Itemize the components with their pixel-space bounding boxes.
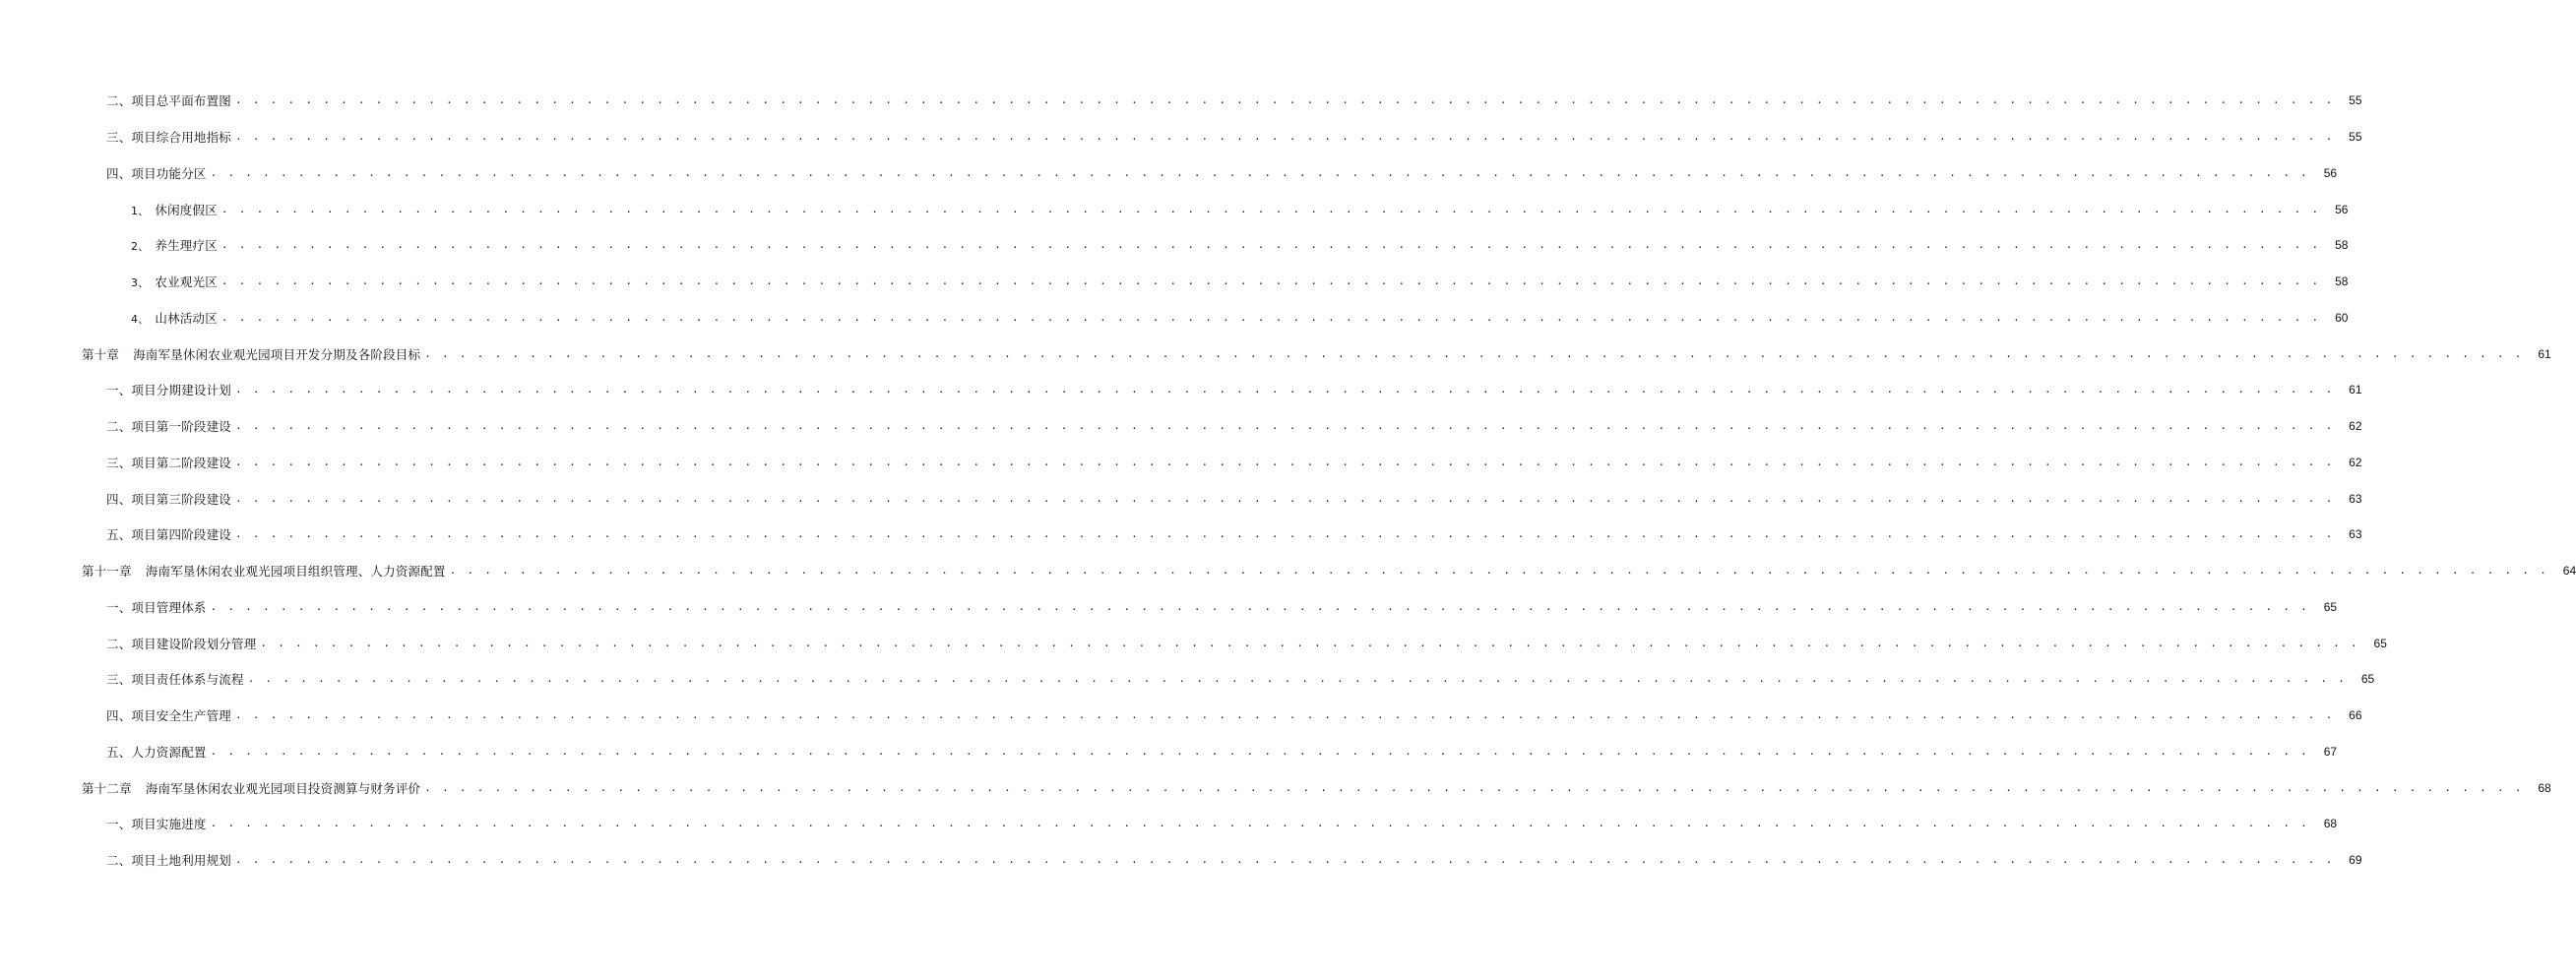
dot-leader: . . . . . . . . . . . . . . . . . . . . . . . . . . . . . . . . . . . . . . . . . . . . . . . . . . . . . . . . . . . . . . . . . . . . . . . . . . . . . . . . . . . . . . . . . . . . . . . . . . . . . . . . . . . . . . . . . . . . . . . .	[235, 853, 2335, 867]
dot-leader: . . . . . . . . . . . . . . . . . . . . . . . . . . . . . . . . . . . . . . . . . . . . . . . . . . . . . . . . . . . . . . . . . . . . . . . . . . . . . . . . . . . . . . . . . . . . . . . . . . . . . . . . . . . . . . . . . . . . . . . .	[235, 383, 2335, 397]
toc-entry-label	[106, 417, 231, 435]
toc-entry-title: 二、项目第一阶段建设	[106, 419, 232, 435]
chapter-number: 第十二章	[82, 780, 132, 796]
toc-entry-title: 二、项目总平面布置图	[106, 93, 232, 109]
toc-entry-label	[106, 525, 231, 543]
toc-entry-title: 五、项目第四阶段建设	[106, 527, 232, 543]
toc-entry-label	[106, 851, 231, 869]
toc-entry-title: 四、项目安全生产管理	[106, 708, 232, 724]
subsection-number: 1、	[131, 204, 150, 217]
toc-entry-label	[82, 779, 420, 797]
toc-entry-title: 海南军垦休闲农业观光园项目开发分期及各阶段目标	[133, 346, 421, 362]
toc-entry[interactable]	[0, 227, 2349, 264]
dot-leader: . . . . . . . . . . . . . . . . . . . . . . . . . . . . . . . . . . . . . . . . . . . . . . . . . . . . . . . . . . . . . . . . . . . . . . . . . . . . . . . . . . . . . . . . . . . . . . . . . . . . . . . . . . . . . . . . . . . . . . . .	[235, 455, 2335, 468]
chapter-number: 第十章	[82, 346, 120, 362]
toc-entry-title: 一、项目分期建设计划	[106, 383, 232, 398]
dot-leader: . . . . . . . . . . . . . . . . . . . . . . . . . . . . . . . . . . . . . . . . . . . . . . . . . . . . . . . . . . . . . . . . . . . . . . . . . . . . . . . . . . . . . . . . . . . . . . . . . . . . . . . . . . . . . . . . . . . . . . . .	[235, 419, 2335, 433]
toc-entry[interactable]	[0, 155, 2338, 192]
subsection-number: 4、	[131, 312, 150, 326]
toc-page-number: 62	[2349, 419, 2362, 434]
toc-entry[interactable]	[0, 806, 2338, 842]
toc-page-number: 61	[2349, 383, 2362, 397]
dot-leader: . . . . . . . . . . . . . . . . . . . . . . . . . . . . . . . . . . . . . . . . . . . . . . . . . . . . . . . . . . . . . . . . . . . . . . . . . . . . . . . . . . . . . . . . . . . . . . . . . . . . . . . . . . . . . . . . . . . . . . . .	[235, 130, 2335, 144]
toc-entry[interactable]	[0, 661, 2375, 698]
toc-entry[interactable]	[0, 698, 2362, 734]
dot-leader: . . . . . . . . . . . . . . . . . . . . . . . . . . . . . . . . . . . . . . . . . . . . . . . . . . . . . . . . . . . . . . . . . . . . . . . . . . . . . . . . . . . . . . . . . . . . . . . . . . . . . . . . . . . . . . . . . . . . . . . .	[247, 672, 2348, 686]
dot-leader: . . . . . . . . . . . . . . . . . . . . . . . . . . . . . . . . . . . . . . . . . . . . . . . . . . . . . . . . . . . . . . . . . . . . . . . . . . . . . . . . . . . . . . . . . . . . . . . . . . . . . . . . . . . . . . . . . . . . . . . .	[260, 636, 2359, 649]
toc-page-number: 65	[2323, 599, 2338, 614]
toc-entry-title: 三、项目第二阶段建设	[106, 455, 232, 470]
toc-page-number: 66	[2349, 708, 2362, 723]
table-of-contents	[0, 83, 2576, 879]
toc-entry-label	[131, 201, 218, 218]
toc-entry-label	[131, 236, 218, 254]
toc-page-number: 68	[2323, 817, 2338, 831]
toc-entry-title: 三、项目责任体系与流程	[106, 672, 244, 688]
toc-entry-label	[106, 164, 207, 182]
dot-leader: . . . . . . . . . . . . . . . . . . . . . . . . . . . . . . . . . . . . . . . . . . . . . . . . . . . . . . . . . . . . . . . . . . . . . . . . . . . . . . . . . . . . . . . . . . . . . . . . . . . . . . . . . . . . . . . . . . . . . . . .	[220, 275, 2321, 288]
toc-entry-title: 五、人力资源配置	[106, 744, 207, 760]
toc-entry-label	[131, 273, 218, 290]
toc-entry[interactable]	[0, 769, 2551, 806]
toc-entry-title: 海南军垦休闲农业观光园项目组织管理、人力资源配置	[145, 564, 446, 580]
dot-leader: . . . . . . . . . . . . . . . . . . . . . . . . . . . . . . . . . . . . . . . . . . . . . . . . . . . . . . . . . . . . . . . . . . . . . . . . . . . . . . . . . . . . . . . . . . . . . . . . . . . . . . . . . . . . . . . . . . . . . . . .	[210, 744, 2310, 758]
dot-leader: . . . . . . . . . . . . . . . . . . . . . . . . . . . . . . . . . . . . . . . . . . . . . . . . . . . . . . . . . . . . . . . . . . . . . . . . . . . . . . . . . . . . . . . . . . . . . . . . . . . . . . . . . . . . . . . . . . . . . . . .	[220, 310, 2321, 324]
dot-leader: . . . . . . . . . . . . . . . . . . . . . . . . . . . . . . . . . . . . . . . . . . . . . . . . . . . . . . . . . . . . . . . . . . . . . . . . . . . . . . . . . . . . . . . . . . . . . . . . . . . . . . . . . . . . . . . . . . . . . . . .	[220, 238, 2321, 252]
toc-entry[interactable]	[0, 734, 2338, 770]
toc-page-number: 55	[2349, 93, 2362, 108]
toc-entry-label	[106, 706, 231, 724]
toc-page-number: 63	[2349, 491, 2362, 506]
toc-entry-label	[106, 490, 231, 508]
toc-entry[interactable]	[0, 517, 2362, 553]
toc-entry-label	[131, 309, 218, 327]
toc-page-number: 56	[2323, 165, 2338, 180]
toc-entry-label	[106, 454, 231, 471]
toc-page-number: 62	[2349, 455, 2362, 469]
dot-leader: . . . . . . . . . . . . . . . . . . . . . . . . . . . . . . . . . . . . . . . . . . . . . . . . . . . . . . . . . . . . . . . . . . . . . . . . . . . . . . . . . . . . . . . . . . . . . . . . . . . . . . . . . . . . . . . . . . . . . . . .	[235, 527, 2335, 541]
dot-leader: . . . . . . . . . . . . . . . . . . . . . . . . . . . . . . . . . . . . . . . . . . . . . . . . . . . . . . . . . . . . . . . . . . . . . . . . . . . . . . . . . . . . . . . . . . . . . . . . . . . . . . . . . . . . . . . . . . . . . . . .	[235, 491, 2335, 505]
subsection-number: 2、	[131, 240, 150, 254]
toc-entry-label	[82, 345, 420, 363]
toc-entry[interactable]	[0, 264, 2349, 300]
toc-entry-label	[106, 743, 207, 761]
toc-page-number: 60	[2335, 310, 2349, 325]
toc-page-number: 67	[2323, 744, 2338, 759]
dot-leader: . . . . . . . . . . . . . . . . . . . . . . . . . . . . . . . . . . . . . . . . . . . . . . . . . . . . . . . . . . . . . . . . . . . . . . . . . . . . . . . . . . . . . . . . . . . . . . . . . . . . . . . . . . . . . . . . . . . . . . . .	[235, 93, 2335, 107]
toc-entry-label	[82, 562, 446, 580]
toc-entry-label	[106, 128, 231, 146]
toc-entry-label	[106, 635, 256, 652]
dot-leader: . . . . . . . . . . . . . . . . . . . . . . . . . . . . . . . . . . . . . . . . . . . . . . . . . . . . . . . . . . . . . . . . . . . . . . . . . . . . . . . . . . . . . . . . . . . . . . . . . . . . . . . . . . . . . . . . . . . . . . . .	[220, 202, 2321, 215]
toc-entry-title: 海南军垦休闲农业观光园项目投资测算与财务评价	[145, 780, 421, 796]
toc-entry-title: 一、项目管理体系	[106, 599, 207, 615]
toc-entry[interactable]	[0, 625, 2387, 661]
toc-page-number: 58	[2335, 238, 2349, 253]
toc-entry-title: 二、项目建设阶段划分管理	[106, 636, 257, 651]
dot-leader: . . . . . . . . . . . . . . . . . . . . . . . . . . . . . . . . . . . . . . . . . . . . . . . . . . . . . . . . . . . . . . . . . . . . . . . . . . . . . . . . . . . . . . . . . . . . . . . . . . . . . . . . . . . . . . . . . . . . . . . .	[235, 708, 2335, 722]
toc-page-number: 69	[2349, 853, 2362, 868]
dot-leader: . . . . . . . . . . . . . . . . . . . . . . . . . . . . . . . . . . . . . . . . . . . . . . . . . . . . . . . . . . . . . . . . . . . . . . . . . . . . . . . . . . . . . . . . . . . . . . . . . . . . . . . . . . . . . . . . . . . . . . . .	[424, 780, 2524, 794]
toc-entry[interactable]	[0, 445, 2362, 481]
toc-entry-label	[106, 381, 231, 398]
toc-page-number: 58	[2335, 275, 2349, 289]
toc-entry-title: 二、项目土地利用规划	[106, 853, 232, 869]
toc-entry-title: 山林活动区	[155, 310, 218, 326]
dot-leader: . . . . . . . . . . . . . . . . . . . . . . . . . . . . . . . . . . . . . . . . . . . . . . . . . . . . . . . . . . . . . . . . . . . . . . . . . . . . . . . . . . . . . . . . . . . . . . . . . . . . . . . . . . . . . . . . . . . . . . . .	[210, 165, 2310, 179]
toc-entry[interactable]	[0, 119, 2362, 155]
toc-entry[interactable]	[0, 191, 2349, 227]
toc-entry[interactable]	[0, 589, 2338, 626]
toc-entry[interactable]	[0, 300, 2349, 336]
toc-entry[interactable]	[0, 480, 2362, 517]
toc-entry-title: 一、项目实施进度	[106, 817, 207, 832]
toc-entry-title: 三、项目综合用地指标	[106, 130, 232, 146]
toc-entry-label	[106, 670, 244, 688]
toc-entry[interactable]	[0, 372, 2362, 408]
toc-page-number: 55	[2349, 130, 2362, 145]
dot-leader: . . . . . . . . . . . . . . . . . . . . . . . . . . . . . . . . . . . . . . . . . . . . . . . . . . . . . . . . . . . . . . . . . . . . . . . . . . . . . . . . . . . . . . . . . . . . . . . . . . . . . . . . . . . . . . . . . . . . . . . .	[210, 817, 2310, 830]
toc-page-number: 65	[2373, 636, 2387, 650]
toc-entry-title: 四、项目功能分区	[106, 165, 207, 181]
toc-page-number: 63	[2349, 527, 2362, 542]
toc-entry[interactable]	[0, 408, 2362, 445]
toc-page-number: 56	[2335, 202, 2349, 216]
toc-entry-title: 四、项目第三阶段建设	[106, 491, 232, 507]
toc-page-number: 65	[2360, 672, 2375, 687]
subsection-number: 3、	[131, 276, 150, 290]
toc-entry[interactable]	[0, 842, 2362, 879]
toc-entry-title: 养生理疗区	[155, 238, 218, 254]
toc-entry-title: 农业观光区	[155, 275, 218, 290]
toc-entry[interactable]	[0, 553, 2576, 589]
toc-page-number: 64	[2562, 564, 2576, 579]
toc-page-number: 68	[2538, 780, 2551, 795]
toc-entry-label	[106, 92, 231, 109]
toc-entry-label	[106, 598, 207, 616]
dot-leader: . . . . . . . . . . . . . . . . . . . . . . . . . . . . . . . . . . . . . . . . . . . . . . . . . . . . . . . . . . . . . . . . . . . . . . . . . . . . . . . . . . . . . . . . . . . . . . . . . . . . . . . . . . . . . . . . . . . . . . . .	[210, 599, 2310, 613]
toc-entry[interactable]	[0, 83, 2362, 119]
toc-page-number: 61	[2538, 346, 2551, 361]
chapter-number: 第十一章	[82, 564, 132, 580]
dot-leader: . . . . . . . . . . . . . . . . . . . . . . . . . . . . . . . . . . . . . . . . . . . . . . . . . . . . . . . . . . . . . . . . . . . . . . . . . . . . . . . . . . . . . . . . . . . . . . . . . . . . . . . . . . . . . . . . . . . . . . . .	[449, 564, 2549, 578]
toc-entry-title: 休闲度假区	[155, 202, 218, 217]
toc-entry[interactable]	[0, 336, 2551, 372]
dot-leader: . . . . . . . . . . . . . . . . . . . . . . . . . . . . . . . . . . . . . . . . . . . . . . . . . . . . . . . . . . . . . . . . . . . . . . . . . . . . . . . . . . . . . . . . . . . . . . . . . . . . . . . . . . . . . . . . . . . . . . . .	[424, 346, 2524, 360]
toc-entry-label	[106, 815, 207, 832]
